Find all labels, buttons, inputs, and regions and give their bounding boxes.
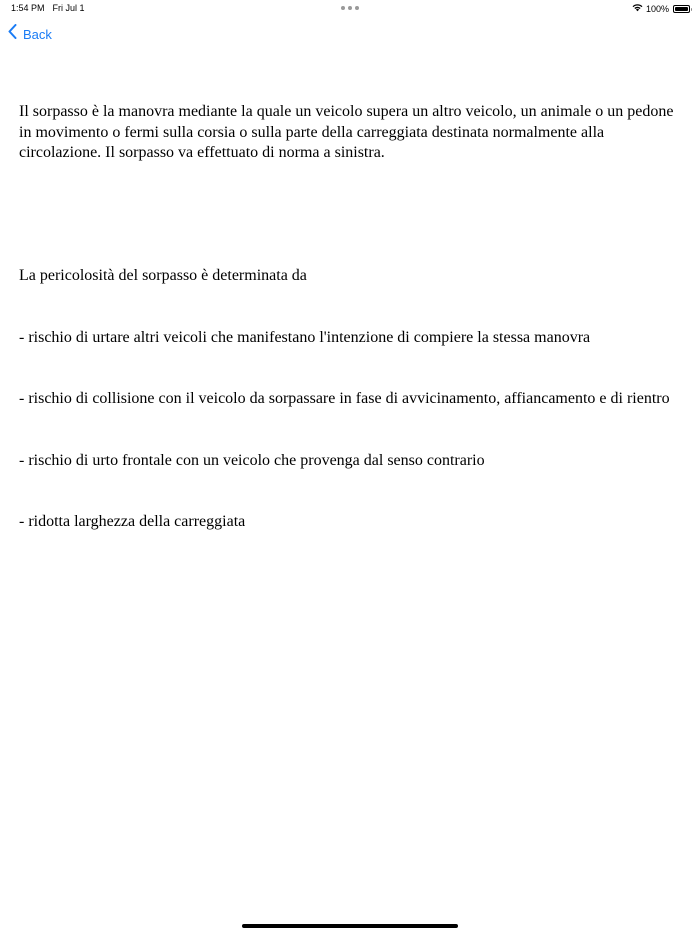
list-item: - rischio di collisione con il veicolo da sorpassare in fase di avvicinamento, affiancamento e di rientro [19, 390, 670, 407]
status-time: 1:54 PM [11, 3, 45, 13]
list-item: - ridotta larghezza della carreggiata [19, 513, 246, 530]
list-item: - rischio di urtare altri veicoli che manifestano l'intenzione di compiere la stessa manovra [19, 328, 591, 346]
chevron-left-icon [8, 24, 17, 44]
ellipsis-dots-icon[interactable] [341, 6, 359, 10]
battery-percent: 100% [645, 3, 669, 14]
dot [348, 6, 352, 10]
paragraph-danger-heading: La pericolosità del sorpasso è determinata da [19, 267, 307, 284]
status-right [632, 3, 690, 14]
paragraph-definition: Il sorpasso è la manovra mediante la quale un veicolo supera un altro veicolo, un animale o un pedone in movimento o fermi sulla corsia o sulla parte della carreggiata destinata normalmente alla circolazione. Il sorpasso va effettuato di norma a sinistra. [19, 103, 678, 161]
back-label: Back [23, 26, 52, 42]
status-bar [0, 0, 700, 18]
status-left [11, 3, 85, 13]
wifi-icon [632, 3, 643, 14]
home-indicator[interactable] [242, 924, 458, 928]
list-item: - rischio di urto frontale con un veicolo che provenga dal senso contrario [19, 451, 485, 469]
status-date: Fri Jul 1 [52, 3, 85, 13]
dot [341, 6, 345, 10]
paragraph-spacer [19, 205, 682, 226]
battery-full-icon [673, 5, 690, 13]
dot [355, 6, 359, 10]
article-content [19, 61, 682, 553]
back-button[interactable] [8, 24, 52, 44]
